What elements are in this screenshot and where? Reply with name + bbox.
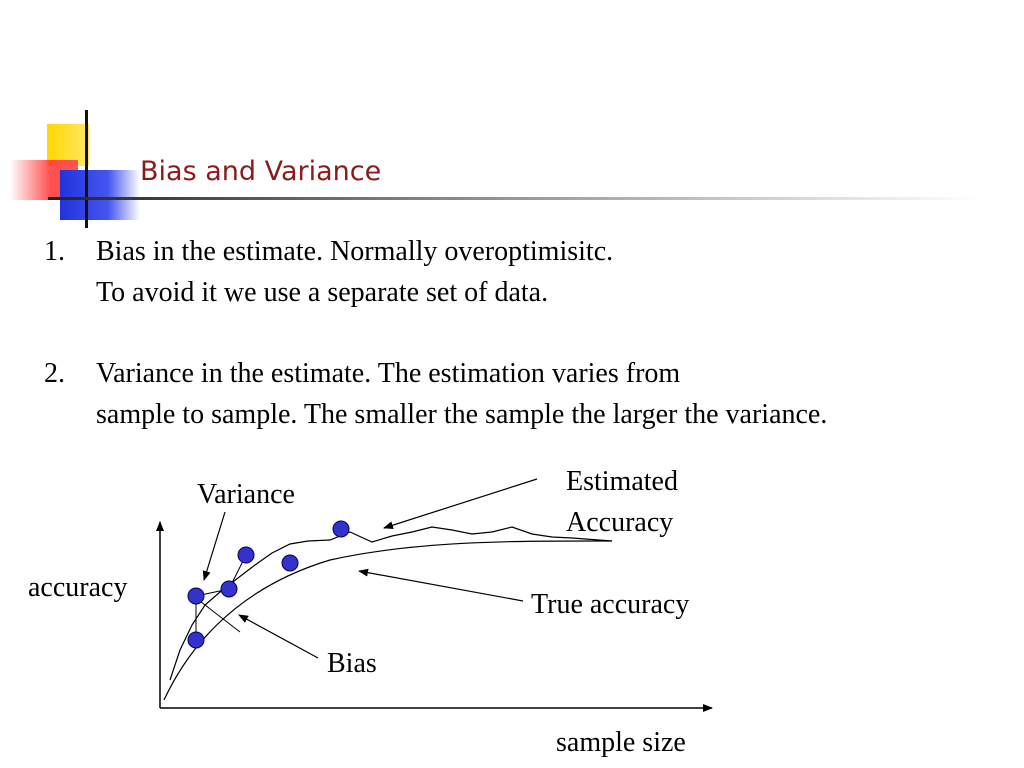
estimated-accuracy-arrow (384, 479, 537, 528)
sample-size-axis-label: sample size (556, 727, 686, 758)
sample-point (188, 632, 204, 648)
point-2-line-2: sample to sample. The smaller the sample the larger the variance. (96, 399, 828, 430)
variance-arrow (204, 512, 225, 580)
point-1-line-1: Bias in the estimate. Normally overoptimisitc. (96, 236, 614, 267)
true-accuracy-curve (164, 541, 612, 700)
bias-indicator-line (196, 598, 240, 632)
point-1-line-2: To avoid it we use a separate set of data. (96, 277, 549, 308)
sample-point (333, 521, 349, 537)
sample-point (282, 555, 298, 571)
accuracy-axis-label: accuracy (28, 572, 128, 603)
sample-point (188, 588, 204, 604)
estimated-accuracy-label-line-1: Estimated (566, 466, 678, 497)
bias-arrow (239, 615, 318, 658)
sample-point (238, 547, 254, 563)
variance-label: Variance (197, 479, 295, 510)
bias-label: Bias (327, 648, 377, 679)
point-2-number: 2. (44, 358, 65, 389)
true-accuracy-label: True accuracy (531, 589, 690, 620)
point-1-number: 1. (44, 236, 65, 267)
slide-title: Bias and Variance (140, 156, 382, 187)
sample-point (221, 581, 237, 597)
point-2-line-1: Variance in the estimate. The estimation varies from (96, 358, 681, 389)
true-accuracy-arrow (359, 571, 523, 601)
estimated-accuracy-label-line-2: Accuracy (566, 507, 674, 538)
